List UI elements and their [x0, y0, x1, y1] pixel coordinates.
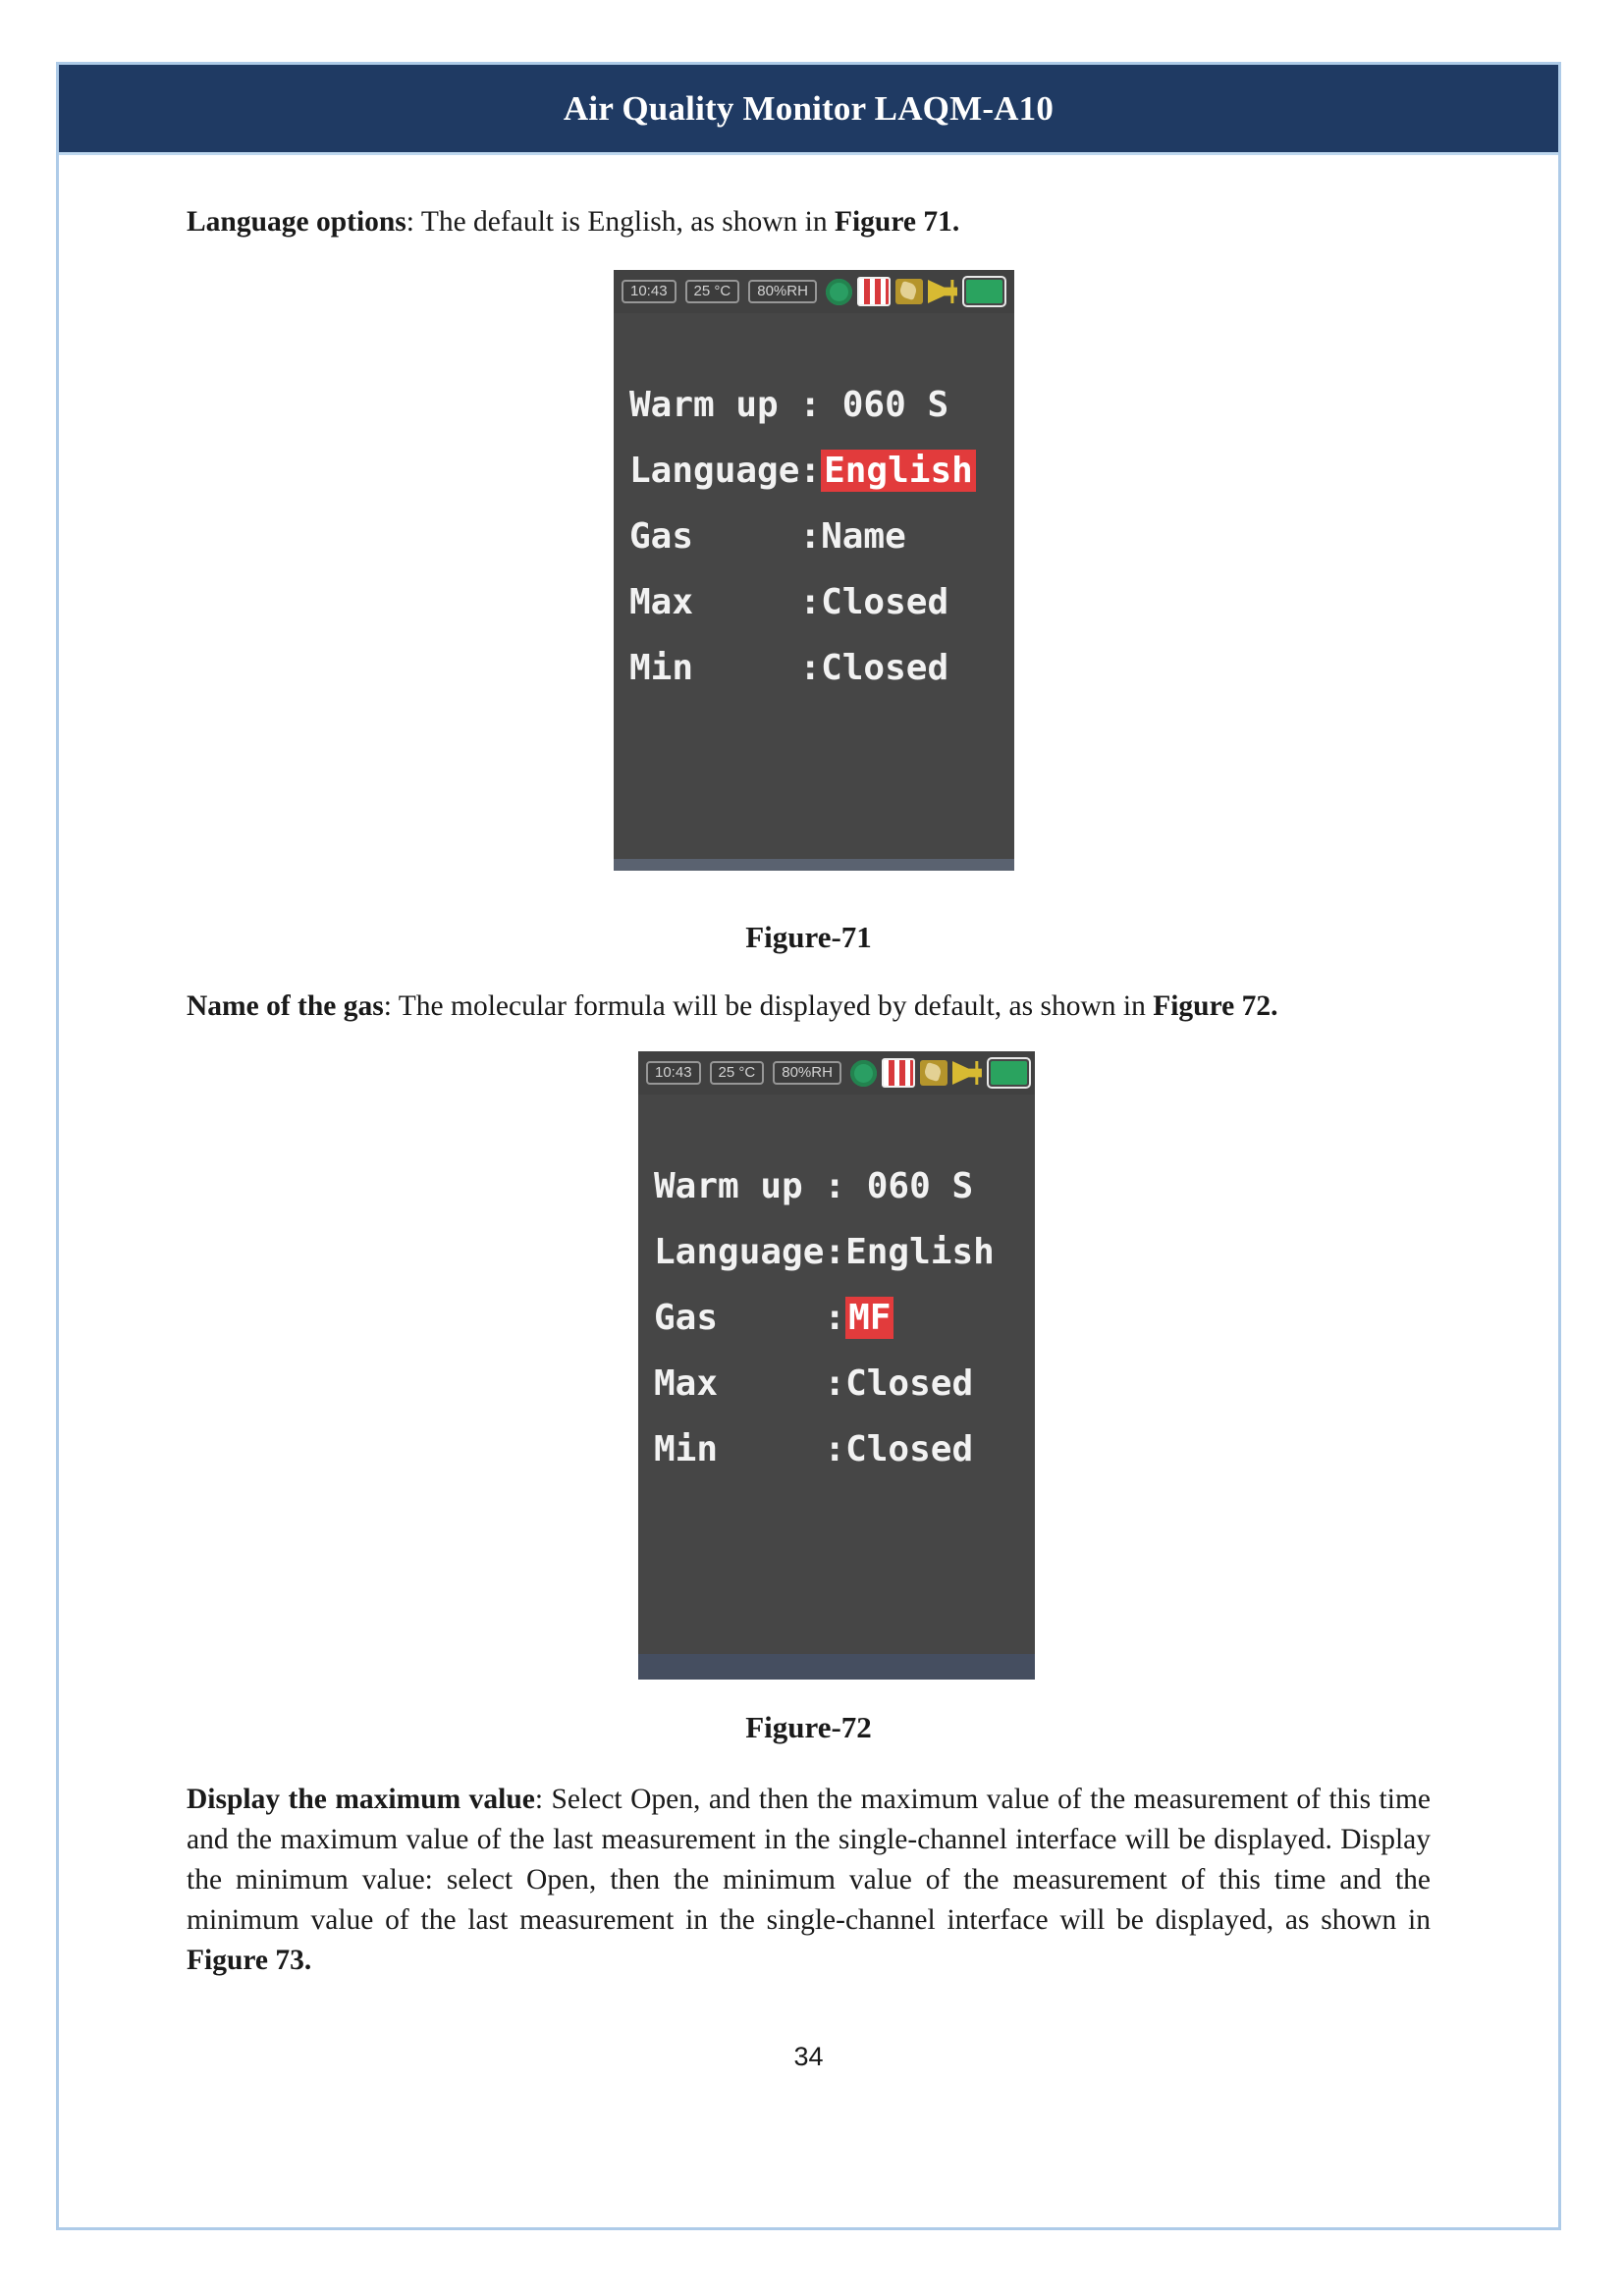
hand-glyph: [898, 281, 918, 300]
menu-value: 060 S: [866, 1166, 974, 1206]
temperature-chip: 25 °C: [685, 280, 740, 303]
alarm-hand-icon: [895, 279, 923, 304]
screen-bottom-bar: [614, 859, 1014, 871]
paragraph-text: : Select Open, and then the maximum value of the measurement of this time and the maximum value of the last measurement in the single-channel interface will be displayed. Display the minimum value: select Open, then the minimum value of the measurement of this time and the minimum value of the last measurement in the single-channel interface will be displayed, as shown in: [187, 1784, 1431, 1936]
pump-icon: [857, 277, 891, 306]
paragraph-name-of-gas: [187, 987, 1431, 1027]
run-status-icon: [850, 1060, 877, 1087]
menu-line-warmup: [654, 1153, 1035, 1219]
humidity-chip: 80%RH: [773, 1061, 841, 1085]
menu-label: Max :: [629, 582, 822, 622]
menu-label: Warm up :: [629, 385, 842, 425]
battery-icon: [962, 276, 1006, 307]
figure-72-caption: Figure-72: [745, 1710, 872, 1744]
battery-icon: [987, 1057, 1031, 1089]
menu-label: Language:: [629, 451, 822, 491]
menu-line-min: [629, 635, 1014, 701]
status-bar: [614, 270, 1014, 313]
buzzer-icon: [952, 1061, 982, 1085]
paragraph-text: : The default is English, as shown in: [406, 206, 835, 238]
alarm-hand-icon: [920, 1060, 947, 1086]
paragraph-bold-lead: Display the maximum value: [187, 1784, 535, 1815]
menu-label: Warm up :: [654, 1166, 867, 1206]
settings-menu: [614, 313, 1014, 701]
menu-label: Gas :: [654, 1298, 846, 1338]
menu-value: Closed: [821, 582, 949, 622]
menu-value: Closed: [821, 648, 949, 688]
menu-value-selected: English: [821, 450, 976, 492]
figure-reference: Figure 71.: [834, 206, 960, 238]
buzzer-icon: [928, 280, 957, 303]
menu-line-gas: [629, 504, 1014, 569]
status-icon-group: [850, 1057, 1031, 1089]
menu-line-warmup: [629, 372, 1014, 438]
paragraph-bold-lead: Language options: [187, 206, 406, 238]
page-frame: [56, 62, 1561, 2230]
figure-reference: Figure 72.: [1153, 990, 1278, 1022]
menu-line-language: [629, 438, 1014, 504]
menu-line-gas: [654, 1285, 1035, 1351]
time-chip: 10:43: [646, 1061, 701, 1085]
menu-value: 060 S: [841, 385, 949, 425]
battery-level: [966, 280, 1002, 303]
page-title: Air Quality Monitor LAQM-A10: [563, 88, 1055, 128]
hand-glyph: [923, 1062, 943, 1082]
figure-reference: Figure 73.: [187, 1945, 312, 1976]
status-bar: [638, 1051, 1035, 1095]
menu-line-max: [629, 569, 1014, 635]
paragraph-language-options: [187, 202, 1431, 242]
pump-icon: [882, 1058, 915, 1088]
figure-71-caption: Figure-71: [745, 920, 872, 954]
run-status-icon: [826, 279, 852, 305]
figure-71-device-screenshot: [614, 270, 1014, 871]
humidity-chip: 80%RH: [748, 280, 817, 303]
menu-value: Closed: [845, 1429, 974, 1469]
paragraph-display-maximum: [187, 1780, 1431, 1981]
page-number: 34: [793, 2042, 824, 2071]
menu-line-max: [654, 1351, 1035, 1416]
menu-value: English: [845, 1232, 995, 1272]
menu-line-language: [654, 1219, 1035, 1285]
page-content: [59, 202, 1558, 2072]
time-chip: 10:43: [622, 280, 677, 303]
menu-line-min: [654, 1416, 1035, 1482]
header-bar: [59, 65, 1558, 155]
menu-label: Language:: [654, 1232, 846, 1272]
settings-menu: [638, 1095, 1035, 1482]
menu-label: Min :: [629, 648, 822, 688]
menu-value: Name: [821, 516, 906, 557]
menu-label: Min :: [654, 1429, 846, 1469]
menu-label: Max :: [654, 1363, 846, 1404]
battery-level: [991, 1061, 1027, 1085]
paragraph-bold-lead: Name of the gas: [187, 990, 384, 1022]
status-icon-group: [826, 276, 1006, 307]
paragraph-text: : The molecular formula will be displayed by default, as shown in: [383, 990, 1154, 1022]
figure-72-device-screenshot: [638, 1051, 1035, 1680]
menu-value: Closed: [845, 1363, 974, 1404]
screen-bottom-bar: [638, 1654, 1035, 1680]
temperature-chip: 25 °C: [710, 1061, 765, 1085]
menu-value-selected: MF: [845, 1297, 893, 1339]
menu-label: Gas :: [629, 516, 822, 557]
